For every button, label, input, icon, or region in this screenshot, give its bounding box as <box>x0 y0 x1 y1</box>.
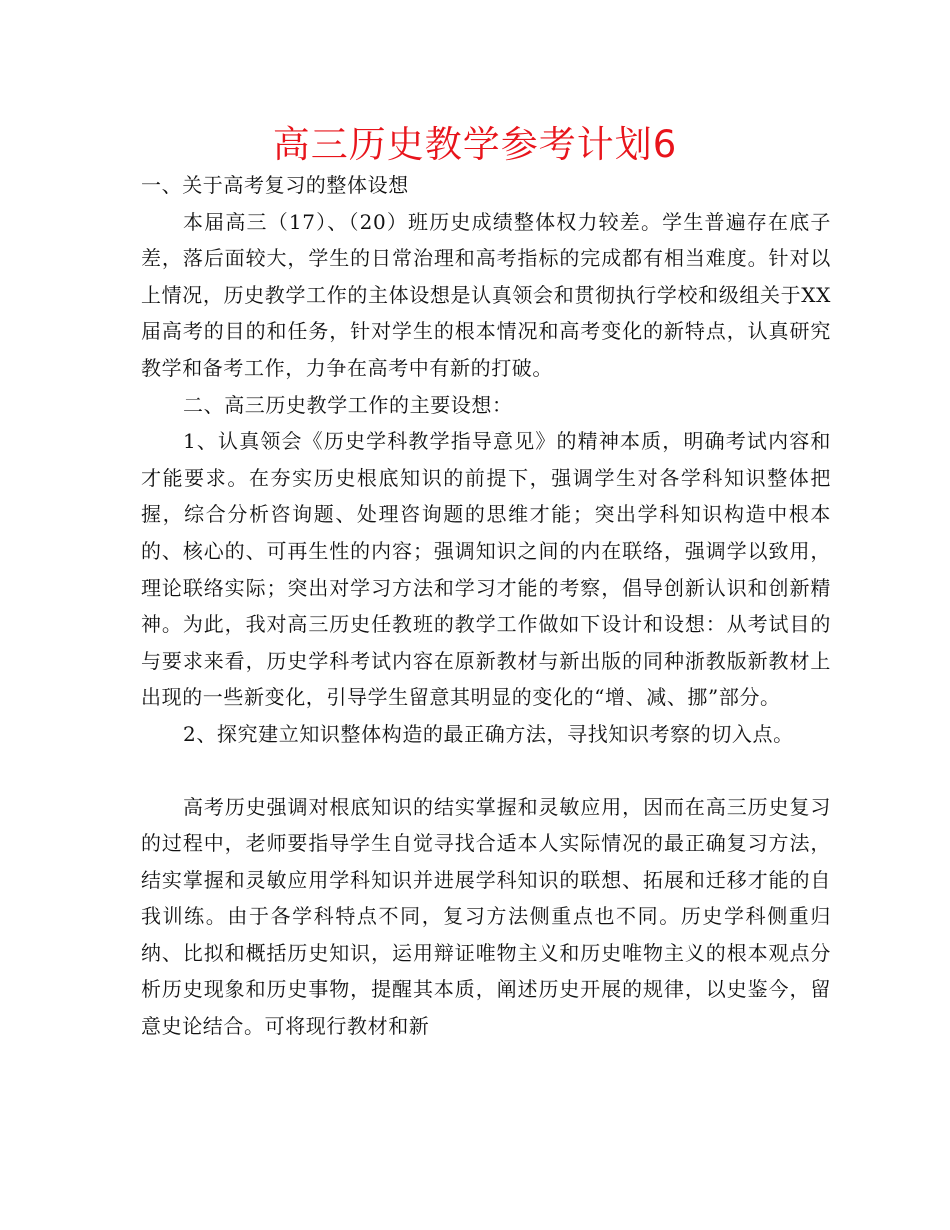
paragraph-spacer <box>141 753 831 789</box>
section-heading-1: 一、关于高考复习的整体设想 <box>141 173 409 197</box>
paragraph-review-method: 高考历史强调对根底知识的结实掌握和灵敏应用，因而在高三历史复习的过程中，老师要指导学生自觉寻找合适本人实际情况的最正确复习方法，结实掌握和灵敏应用学科知识并进展学科知识的联想、拓展和迁移才能的自我训练。由于各学科特点不同，复习方法侧重点也不同。历史学科侧重归纳、比拟和概括历史知识，运用辩证唯物主义和历史唯物主义的根本观点分析历史现象和历史事物，提醒其本质，阐述历史开展的规律，以史鉴今，留意史论结合。可将现行教材和新 <box>141 794 831 1039</box>
document-body <box>141 167 831 1045</box>
document-title: 高三历史教学参考计划6 <box>272 123 678 166</box>
paragraph-point-2: 2、探究建立知识整体构造的最正确方法，寻找知识考察的切入点。 <box>183 721 794 746</box>
paragraph-point-1: 1、认真领会《历史学科教学指导意见》的精神本质，明确考试内容和才能要求。在夯实历史根底知识的前提下，强调学生对各学科知识整体把握，综合分析咨询题、处理咨询题的思维才能；突出学科知识构造中根本的、核心的、可再生性的内容；强调知识之间的内在联络，强调学以致用，理论联络实际；突出对学习方法和学习才能的考察，倡导创新认识和创新精神。为此，我对高三历史任教班的教学工作做如下设计和设想：从考试目的与要求来看，历史学科考试内容在原新教材与新出版的同种浙教版新教材上出现的一些新变化，引导学生留意其明显的变化的“增、减、挪”部分。 <box>141 429 831 710</box>
paragraph-overview: 本届高三（17）、（20）班历史成绩整体权力较差。学生普遍存在底子差，落后面较大，学生的日常治理和高考指标的完成都有相当难度。针对以上情况，历史教学工作的主体设想是认真领会和贯彻执行学校和级组关于XX届高考的目的和任务，针对学生的根本情况和高考变化的新特点，认真研究教学和备考工作，力争在高考中有新的打破。 <box>141 209 831 380</box>
section-heading-2: 二、高三历史教学工作的主要设想： <box>183 392 513 417</box>
